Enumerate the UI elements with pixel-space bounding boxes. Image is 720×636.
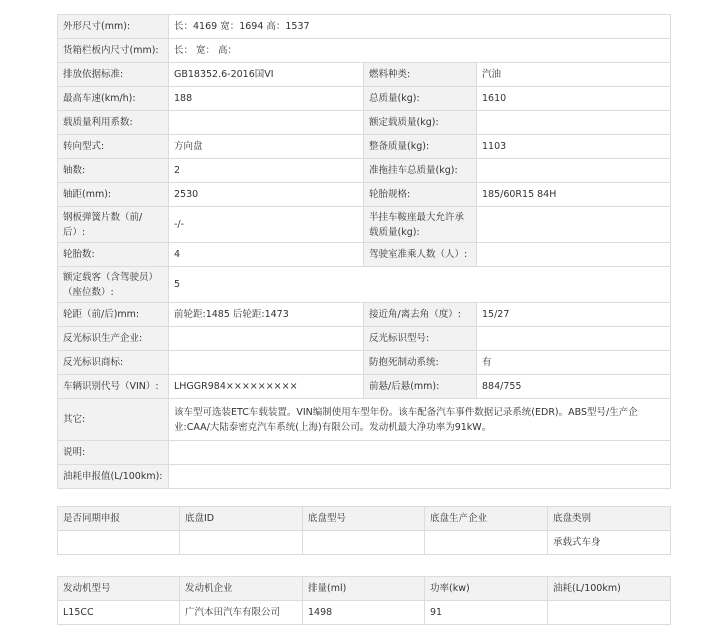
table-row xyxy=(58,15,671,39)
fuel-type-label: 燃料种类: xyxy=(364,63,477,87)
curb-mass-label: 整备质量(kg): xyxy=(364,135,477,159)
leaf-spring-value: -/- xyxy=(169,207,364,243)
table-header-row xyxy=(58,507,671,531)
table-row xyxy=(58,111,671,135)
chassis-maker-header: 底盘生产企业 xyxy=(425,507,548,531)
same-period-header: 是否同期申报 xyxy=(58,507,180,531)
wheelbase-value: 2530 xyxy=(169,183,364,207)
table-row xyxy=(58,601,671,625)
dimension-label: 外形尺寸(mm): xyxy=(58,15,169,39)
trailer-mass-value xyxy=(477,159,671,183)
reflector-brand-value xyxy=(169,351,364,375)
saddle-load-value xyxy=(477,207,671,243)
emission-standard-value: GB18352.6-2016国VI xyxy=(169,63,364,87)
table-row xyxy=(58,159,671,183)
engine-maker-cell: 广汽本田汽车有限公司 xyxy=(180,601,303,625)
chassis-id-header: 底盘ID xyxy=(180,507,303,531)
chassis-type-header: 底盘类别 xyxy=(548,507,671,531)
emission-standard-label: 排放依据标准: xyxy=(58,63,169,87)
cargo-box-size-label: 货箱栏板内尺寸(mm): xyxy=(58,39,169,63)
engine-table xyxy=(57,576,671,625)
approach-departure-angle-value: 15/27 xyxy=(477,303,671,327)
chassis-model-header: 底盘型号 xyxy=(303,507,425,531)
overhang-label: 前悬/后悬(mm): xyxy=(364,375,477,399)
vin-label: 车辆识别代号（VIN）: xyxy=(58,375,169,399)
fuel-type-value: 汽油 xyxy=(477,63,671,87)
chassis-maker-cell xyxy=(425,531,548,555)
table-row xyxy=(58,375,671,399)
table-row xyxy=(58,183,671,207)
fuel-consumption-label: 油耗申报值(L/100km): xyxy=(58,465,169,489)
reflector-maker-label: 反光标识生产企业: xyxy=(58,327,169,351)
displacement-header: 排量(ml) xyxy=(303,577,425,601)
load-utilization-value xyxy=(169,111,364,135)
table-row xyxy=(58,441,671,465)
power-cell: 91 xyxy=(425,601,548,625)
cab-capacity-label: 驾驶室准乘人数（人）: xyxy=(364,243,477,267)
axle-count-value: 2 xyxy=(169,159,364,183)
gross-mass-value: 1610 xyxy=(477,87,671,111)
steering-type-label: 转向型式: xyxy=(58,135,169,159)
fuel-consumption-value xyxy=(169,465,671,489)
seating-capacity-value: 5 xyxy=(169,267,671,303)
abs-value: 有 xyxy=(477,351,671,375)
axle-count-label: 轴数: xyxy=(58,159,169,183)
abs-label: 防抱死制动系统: xyxy=(364,351,477,375)
same-period-cell xyxy=(58,531,180,555)
table-row xyxy=(58,351,671,375)
tire-spec-value: 185/60R15 84H xyxy=(477,183,671,207)
notes-value xyxy=(169,441,671,465)
vehicle-params-section xyxy=(57,14,670,489)
engine-model-header: 发动机型号 xyxy=(58,577,180,601)
chassis-table xyxy=(57,506,671,555)
table-row xyxy=(58,531,671,555)
tire-spec-label: 轮胎规格: xyxy=(364,183,477,207)
table-row xyxy=(58,207,671,243)
notes-label: 说明: xyxy=(58,441,169,465)
reflector-maker-value xyxy=(169,327,364,351)
reflector-model-label: 反光标识型号: xyxy=(364,327,477,351)
table-row xyxy=(58,267,671,303)
steering-type-value: 方向盘 xyxy=(169,135,364,159)
overhang-value: 884/755 xyxy=(477,375,671,399)
cab-capacity-value xyxy=(477,243,671,267)
reflector-model-value xyxy=(477,327,671,351)
engine-fuel-consumption-cell xyxy=(548,601,671,625)
approach-departure-angle-label: 接近角/离去角（度）: xyxy=(364,303,477,327)
table-row xyxy=(58,465,671,489)
leaf-spring-label: 钢板弹簧片数（前/后）: xyxy=(58,207,169,243)
power-header: 功率(kw) xyxy=(425,577,548,601)
vin-value: LHGGR984××××××××× xyxy=(169,375,364,399)
table-row xyxy=(58,243,671,267)
saddle-load-label: 半挂车鞍座最大允许承载质量(kg): xyxy=(364,207,477,243)
load-utilization-label: 载质量利用系数: xyxy=(58,111,169,135)
trailer-mass-label: 准拖挂车总质量(kg): xyxy=(364,159,477,183)
max-speed-value: 188 xyxy=(169,87,364,111)
tire-count-value: 4 xyxy=(169,243,364,267)
track-width-value: 前轮距:1485 后轮距:1473 xyxy=(169,303,364,327)
curb-mass-value: 1103 xyxy=(477,135,671,159)
rated-load-value xyxy=(477,111,671,135)
engine-fuel-consumption-header: 油耗(L/100km) xyxy=(548,577,671,601)
table-row xyxy=(58,399,671,441)
seating-capacity-label: 额定载客（含驾驶员）（座位数）: xyxy=(58,267,169,303)
track-width-label: 轮距（前/后)mm: xyxy=(58,303,169,327)
chassis-type-cell: 承载式车身 xyxy=(548,531,671,555)
engine-maker-header: 发动机企业 xyxy=(180,577,303,601)
engine-model-cell: L15CC xyxy=(58,601,180,625)
table-row xyxy=(58,39,671,63)
chassis-model-cell xyxy=(303,531,425,555)
table-row xyxy=(58,63,671,87)
dimension-value: 长：4169 宽：1694 高：1537 xyxy=(169,15,671,39)
table-header-row xyxy=(58,577,671,601)
gross-mass-label: 总质量(kg): xyxy=(364,87,477,111)
displacement-cell: 1498 xyxy=(303,601,425,625)
table-row xyxy=(58,135,671,159)
cargo-box-size-value: 长： 宽： 高： xyxy=(169,39,671,63)
table-row xyxy=(58,303,671,327)
other-value: 该车型可选装ETC车载装置。VIN编制使用车型年份。该车配备汽车事件数据记录系统(EDR)。ABS型号/生产企业:CAA/大陆泰密克汽车系统(上海)有限公司。发动机最大净功率为91kW。 xyxy=(169,399,671,441)
wheelbase-label: 轴距(mm): xyxy=(58,183,169,207)
table-row xyxy=(58,87,671,111)
reflector-brand-label: 反光标识商标: xyxy=(58,351,169,375)
rated-load-label: 额定载质量(kg): xyxy=(364,111,477,135)
max-speed-label: 最高车速(km/h): xyxy=(58,87,169,111)
chassis-id-cell xyxy=(180,531,303,555)
vehicle-params-table xyxy=(57,14,671,489)
table-row xyxy=(58,327,671,351)
tire-count-label: 轮胎数: xyxy=(58,243,169,267)
other-label: 其它: xyxy=(58,399,169,441)
